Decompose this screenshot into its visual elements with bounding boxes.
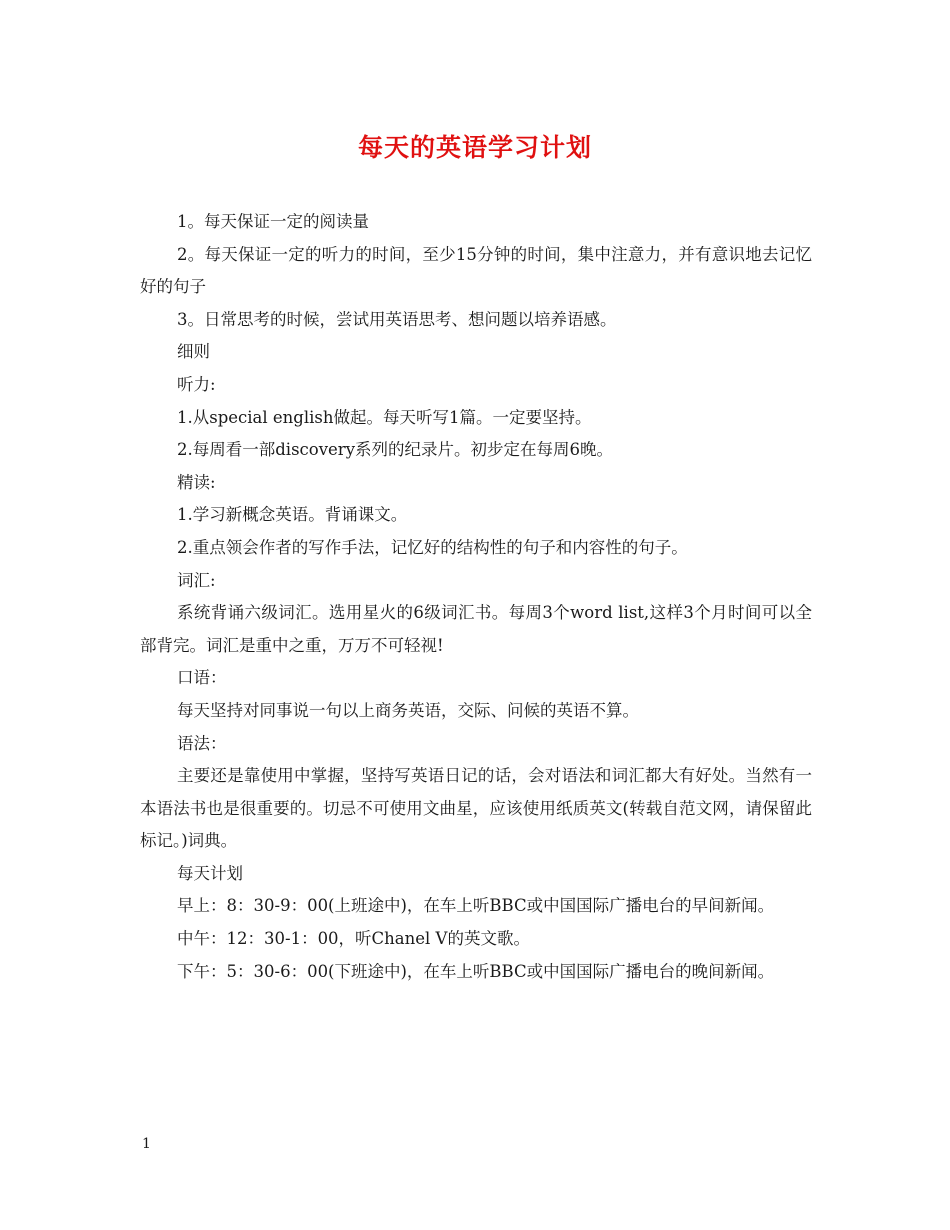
paragraph: 下午：5：30-6：00(下班途中)，在车上听BBC或中国国际广播电台的晚间新闻。 [177, 961, 775, 981]
section-heading: 听力: [177, 374, 216, 394]
paragraph: 主要还是靠使用中掌握，坚持写英语日记的话，会对语法和词汇都大有好处。当然有一本语法书也是很重要的。切忌不可使用文曲星，应该使用纸质英文(转载自范文网，请保留此标记。)词典。 [140, 766, 812, 851]
paragraph: 1。每天保证一定的阅读量 [177, 212, 369, 231]
paragraph: 2.重点领会作者的写作手法，记忆好的结构性的句子和内容性的句子。 [177, 537, 688, 557]
paragraph: 中午：12：30-1：00，听Chanel V的英文歌。 [177, 929, 530, 949]
section-heading: 细则 [177, 342, 210, 362]
paragraph: 2.每周看一部discovery系列的纪录片。初步定在每周6晚。 [177, 440, 614, 460]
paragraph: 2。每天保证一定的听力的时间，至少15分钟的时间，集中注意力，并有意识地去记忆好的句子 [140, 244, 812, 297]
section-heading: 每天计划 [177, 863, 243, 883]
paragraph: 每天坚持对同事说一句以上商务英语，交际、问候的英语不算。 [177, 700, 639, 720]
document-body [140, 206, 812, 988]
section-heading: 口语： [177, 668, 227, 688]
section-heading: 词汇: [177, 570, 216, 590]
paragraph: 1.学习新概念英语。背诵课文。 [177, 505, 408, 525]
paragraph: 1.从special english做起。每天听写1篇。一定要坚持。 [177, 407, 592, 427]
section-heading: 语法： [177, 733, 227, 753]
paragraph: 早上：8：30-9：00(上班途中)，在车上听BBC或中国国际广播电台的早间新闻。 [177, 896, 775, 916]
document-title: 每天的英语学习计划 [357, 133, 592, 162]
paragraph: 3。日常思考的时候，尝试用英语思考、想问题以培养语感。 [177, 309, 617, 329]
page-number: 1 [142, 1136, 151, 1152]
section-heading: 精读: [177, 472, 216, 492]
paragraph: 系统背诵六级词汇。选用星火的6级词汇书。每周3个word list,这样3个月时间可以全部背完。词汇是重中之重，万万不可轻视! [140, 603, 812, 655]
